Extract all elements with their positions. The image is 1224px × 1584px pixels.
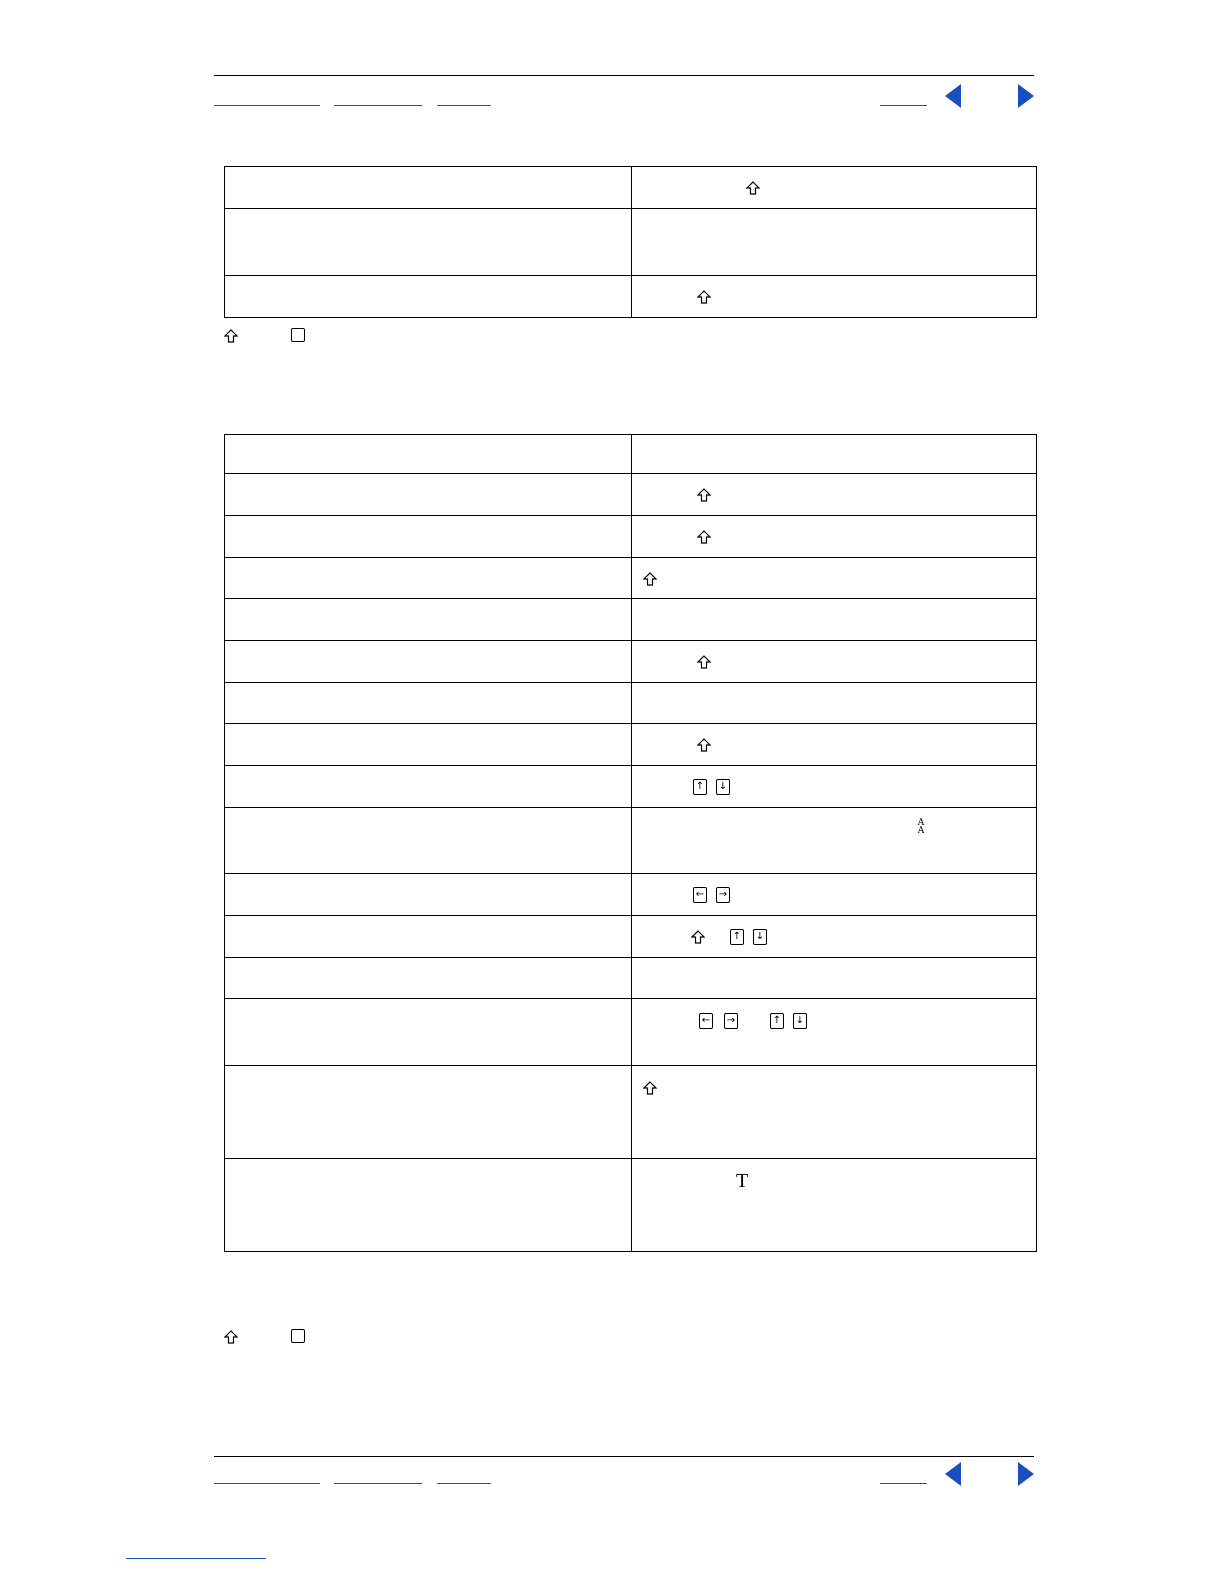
table-cell xyxy=(632,167,1037,209)
shift-key-icon xyxy=(697,738,711,752)
table-row xyxy=(225,558,1037,599)
shift-key-icon xyxy=(643,572,657,586)
right-arrow-key-icon: → xyxy=(716,887,730,903)
table-row xyxy=(225,683,1037,724)
shift-key-icon xyxy=(224,329,238,343)
table-cell xyxy=(632,641,1037,683)
right-arrow-key-icon: → xyxy=(724,1013,738,1029)
table-cell xyxy=(225,808,632,874)
top-rule xyxy=(214,75,1034,76)
table-row xyxy=(225,276,1037,318)
table-row xyxy=(225,209,1037,276)
table-cell xyxy=(225,167,632,209)
table-cell xyxy=(632,958,1037,999)
table-row xyxy=(225,167,1037,209)
type-tool-icon: T xyxy=(736,1170,749,1192)
bottom-nav-link-4[interactable] xyxy=(880,1482,927,1484)
table-cell xyxy=(225,474,632,516)
table-cell xyxy=(632,209,1037,276)
bottom-nav-link-3[interactable] xyxy=(437,1482,491,1484)
table-cell xyxy=(225,724,632,766)
table-row xyxy=(225,724,1037,766)
left-arrow-key-icon: ← xyxy=(693,887,707,903)
up-arrow-key-icon: ↑ xyxy=(730,929,744,945)
table-row xyxy=(225,1159,1037,1252)
table-cell xyxy=(632,683,1037,724)
up-arrow-key-icon: ↑ xyxy=(693,779,707,795)
table-row xyxy=(225,599,1037,641)
table-row xyxy=(225,958,1037,999)
table-cell xyxy=(632,724,1037,766)
shift-key-icon xyxy=(697,530,711,544)
table-cell xyxy=(225,766,632,808)
shift-key-icon xyxy=(224,1330,238,1344)
table-cell xyxy=(225,1159,632,1252)
table-row xyxy=(225,999,1037,1066)
table-row xyxy=(225,1066,1037,1159)
table-cell xyxy=(632,474,1037,516)
down-arrow-key-icon: ↓ xyxy=(793,1013,807,1029)
top-next-page-icon[interactable] xyxy=(1018,84,1034,108)
down-arrow-key-icon: ↓ xyxy=(753,929,767,945)
table-cell xyxy=(632,766,1037,808)
table-cell xyxy=(632,1159,1037,1252)
table-cell xyxy=(225,276,632,318)
footer-link[interactable] xyxy=(126,1558,266,1559)
table-cell xyxy=(632,916,1037,958)
table-cell xyxy=(632,558,1037,599)
table-cell xyxy=(225,641,632,683)
shortcut-table-1 xyxy=(224,166,1037,318)
table-row xyxy=(225,766,1037,808)
up-arrow-key-icon: ↑ xyxy=(770,1013,784,1029)
table-row xyxy=(225,474,1037,516)
down-arrow-key-icon: ↓ xyxy=(716,779,730,795)
table-row xyxy=(225,435,1037,474)
bottom-nav-link-1[interactable] xyxy=(214,1482,320,1484)
table-row xyxy=(225,874,1037,916)
shift-key-icon xyxy=(697,655,711,669)
table-row xyxy=(225,516,1037,558)
shortcut-table-2 xyxy=(224,434,1037,1252)
shift-key-icon xyxy=(697,488,711,502)
command-key-icon xyxy=(291,1329,305,1343)
shift-key-icon xyxy=(697,290,711,304)
shift-key-icon xyxy=(691,930,705,944)
left-arrow-key-icon: ← xyxy=(699,1013,713,1029)
table-cell xyxy=(225,1066,632,1159)
table-cell xyxy=(632,516,1037,558)
table-row xyxy=(225,641,1037,683)
bottom-previous-page-icon[interactable] xyxy=(945,1462,961,1486)
table-cell xyxy=(225,516,632,558)
top-nav-link-3[interactable] xyxy=(437,104,491,106)
top-nav-link-1[interactable] xyxy=(214,104,320,106)
command-key-icon xyxy=(291,328,305,342)
top-nav-link-2[interactable] xyxy=(334,104,422,106)
table-cell xyxy=(632,808,1037,874)
table-row xyxy=(225,808,1037,874)
table-cell xyxy=(225,683,632,724)
table-cell xyxy=(632,276,1037,318)
table-cell xyxy=(632,599,1037,641)
table-cell xyxy=(225,958,632,999)
bottom-nav-link-2[interactable] xyxy=(334,1482,422,1484)
table-cell xyxy=(225,916,632,958)
shift-key-icon xyxy=(746,181,760,195)
table-cell xyxy=(225,435,632,474)
table-cell xyxy=(225,599,632,641)
table-cell xyxy=(632,1066,1037,1159)
table-row xyxy=(225,916,1037,958)
top-nav-link-4[interactable] xyxy=(880,104,927,106)
bottom-rule xyxy=(214,1456,1034,1457)
table-cell xyxy=(225,558,632,599)
table-cell xyxy=(632,435,1037,474)
table-cell xyxy=(225,874,632,916)
top-previous-page-icon[interactable] xyxy=(945,84,961,108)
table-cell xyxy=(632,874,1037,916)
tracking-icon: A A xyxy=(917,818,925,836)
bottom-next-page-icon[interactable] xyxy=(1018,1462,1034,1486)
shift-key-icon xyxy=(643,1081,657,1095)
table-cell xyxy=(225,209,632,276)
table-cell xyxy=(632,999,1037,1066)
table-cell xyxy=(225,999,632,1066)
